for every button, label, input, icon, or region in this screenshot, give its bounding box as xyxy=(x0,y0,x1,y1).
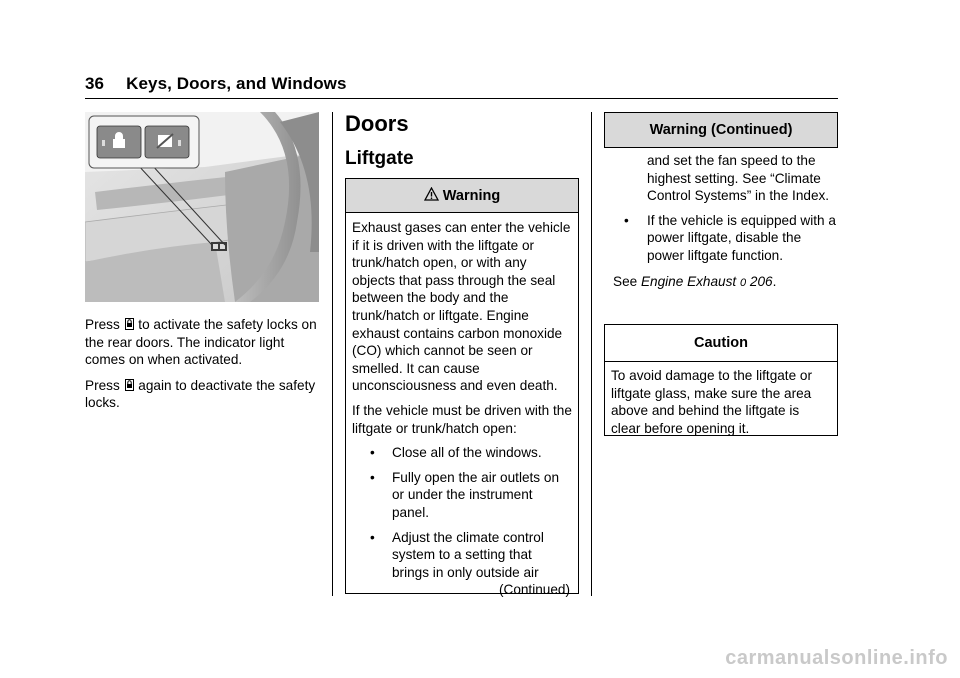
warning-continued-header-box xyxy=(604,112,838,148)
column-divider-2 xyxy=(591,112,592,596)
column-divider-1 xyxy=(332,112,333,596)
column-1-text xyxy=(85,316,325,420)
warning-paragraph-1: Exhaust gases can enter the vehicle if it is driven with the liftgate or trunk/hatch open, or with any objects that pass through the seal between the body and the trunk/hatch or liftgate. Engine exhaust contains carbon monoxide (CO) which cannot be seen or smelled. It can cause unconsciousness and even death. xyxy=(352,220,571,394)
warning-bullet: • Adjust the climate control system to a setting that brings in only outside air xyxy=(370,529,544,580)
warning-continued-body xyxy=(604,152,838,300)
door-panel-illustration xyxy=(85,112,319,302)
warning-bullet: • Fully open the air outlets on or under the instrument panel. xyxy=(370,469,560,520)
warning-body xyxy=(346,213,578,599)
warning-triangle-icon xyxy=(424,187,439,201)
doors-heading: Doors xyxy=(345,111,409,136)
warning-continued-title: Warning (Continued) xyxy=(605,113,837,148)
child-lock-icon xyxy=(125,318,134,330)
see-reference: See Engine Exhaust 0 206. xyxy=(613,273,777,289)
warning-paragraph-2: If the vehicle must be driven with the liftgate or trunk/hatch open: xyxy=(352,402,572,436)
child-lock-icon xyxy=(125,379,134,391)
safety-lock-paragraph-2: Press again to deactivate the safety locks. xyxy=(85,377,316,411)
safety-lock-paragraph-1: Press to activate the safety locks on the rear doors. The indicator light comes on when activated. xyxy=(85,317,317,368)
liftgate-heading: Liftgate xyxy=(345,148,414,169)
caution-title: Caution xyxy=(605,325,837,362)
liftgate-warning-box xyxy=(345,178,579,598)
warning-bullet: • Close all of the windows. xyxy=(370,445,542,461)
caution-text: To avoid damage to the liftgate or liftgate glass, make sure the area above and behind the liftgate is clear before opening it. xyxy=(611,368,813,436)
caution-box xyxy=(604,324,838,436)
warning-continued-text: and set the fan speed to the highest setting. See “Climate Control Systems” in the Index. xyxy=(647,153,830,204)
watermark: carmanualsonline.info xyxy=(725,647,948,669)
page-header xyxy=(85,74,347,94)
warning-continued-bullet: • If the vehicle is equipped with a power liftgate, disable the power liftgate function. xyxy=(624,212,836,263)
page-arrow-icon: 0 xyxy=(739,276,747,289)
continued-label: (Continued) xyxy=(498,582,570,598)
section-title: Keys, Doors, and Windows xyxy=(126,74,347,93)
header-rule xyxy=(85,98,838,99)
warning-header: Warning xyxy=(346,179,578,213)
page-number: 36 xyxy=(85,74,105,93)
